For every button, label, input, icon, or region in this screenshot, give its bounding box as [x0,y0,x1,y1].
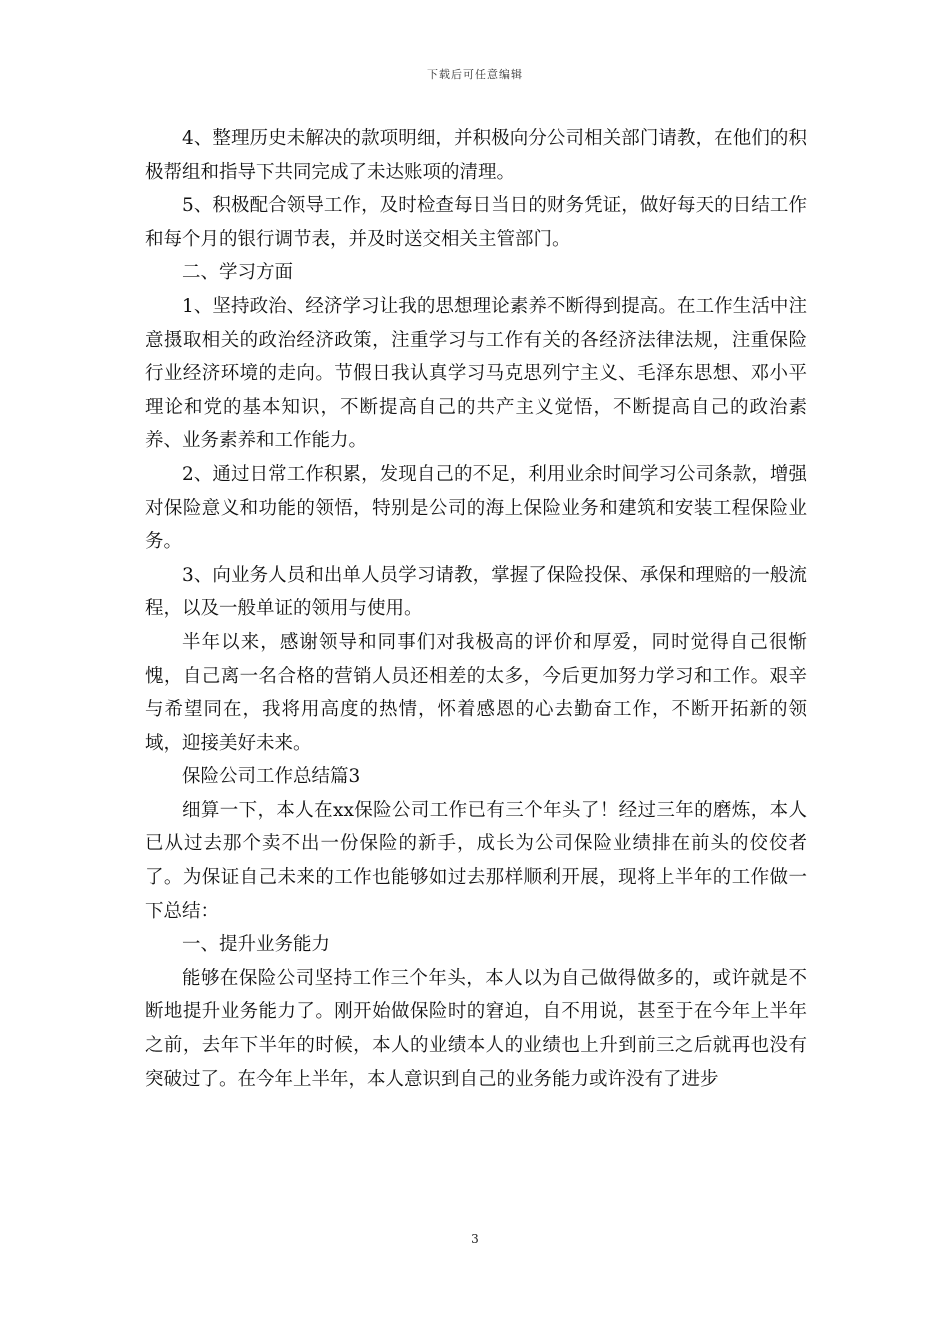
paragraph-half-year-summary: 半年以来，感谢领导和同事们对我极高的评价和厚爱，同时觉得自己很惭愧，自己离一名合格的营销人员还相差的太多，今后更加努力学习和工作。艰辛与希望同在，我将用高度的热情，怀着感恩的心去勤奋工作，不断开拓新的领域，迎接美好未来。 [145,631,807,754]
article-title-part-3: 保险公司工作总结篇3 [182,766,361,788]
paragraph-business-ability: 能够在保险公司坚持工作三个年头，本人以为自己做得做多的，或许就是不断地提升业务能力了。刚开始做保险时的窘迫，自不用说，甚至于在今年上半年之前，去年下半年的时候，本人的业绩本人的业绩也上升到前三之后就再也没有突破过了。在今年上半年，本人意识到自己的业务能力或许没有了进步 [145,967,807,1090]
paragraph-item-5: 5、积极配合领导工作，及时检查每日当日的财务凭证，做好每天的日结工作和每个月的银行调节表，并及时送交相关主管部门。 [145,195,807,250]
page-header: 下载后可任意编辑 [427,68,523,81]
paragraph-study-1: 1、坚持政治、经济学习让我的思想理论素养不断得到提高。在工作生活中注意摄取相关的政治经济政策，注重学习与工作有关的各经济法律法规，注重保险行业经济环境的走向。节假日我认真学习马克思列宁主义、毛泽东思想、邓小平理论和党的基本知识，不断提高自己的共产主义觉悟，不断提高自己的政治素养、业务素养和工作能力。 [145,295,807,452]
document-body [145,122,807,1096]
page-number: 3 [471,1232,479,1246]
paragraph-study-3: 3、向业务人员和出单人员学习请教，掌握了保险投保、承保和理赔的一般流程，以及一般单证的领用与使用。 [145,564,807,620]
paragraph-study-2: 2、通过日常工作积累，发现自己的不足，利用业余时间学习公司条款，增强对保险意义和功能的领悟，特别是公司的海上保险业务和建筑和安装工程保险业务。 [145,463,807,553]
section-heading-business-ability: 一、提升业务能力 [182,934,331,956]
section-heading-study: 二、学习方面 [182,262,294,284]
paragraph-intro: 细算一下，本人在xx保险公司工作已有三个年头了！经过三年的磨炼，本人已从过去那个卖不出一份保险的新手，成长为公司保险业绩排在前头的佼佼者了。为保证自己未来的工作也能够如过去那样顺利开展，现将上半年的工作做一下总结： [145,799,807,922]
paragraph-item-4: 4、整理历史未解决的款项明细，并积极向分公司相关部门请教，在他们的积极帮组和指导下共同完成了未达账项的清理。 [145,128,807,183]
